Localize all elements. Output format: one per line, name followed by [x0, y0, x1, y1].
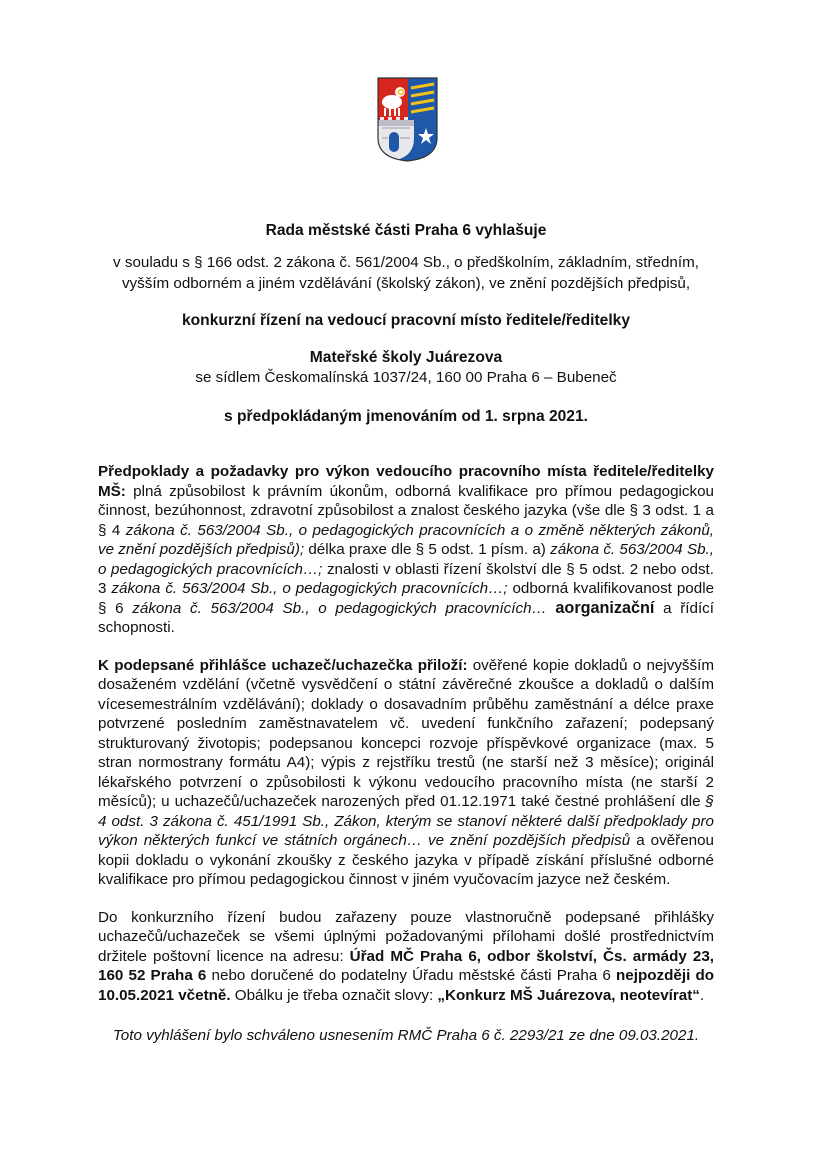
- submission-paragraph: Do konkurzního řízení budou zařazeny pouze vlastnoručně podepsané přihlášky uchazečů/uchazeček se všemi úplnými požadovanými přílohami došlé prostřednictvím držitele poštovní licence na adresu: Úřad MČ Praha 6, odbor školství, Čs. armády 23, 160 52 Praha 6 nebo doručené do podatelny Úřadu městské části Praha 6 nejpozději do 10.05.2021 včetně. Obálku je třeba označit slovy: „Konkurz MŠ Juárezova, neotevírat“.: [98, 908, 715, 1004]
- competition-subtitle: konkurzní řízení na vedoucí pracovní místo ředitele/ředitelky: [181, 312, 631, 329]
- appointment-date: s předpokládaným jmenováním od 1. srpna 2021.: [224, 408, 588, 425]
- envelope-label: „Konkurz MŠ Juárezova, neotevírat“: [437, 986, 700, 1004]
- school-address: se sídlem Českomalínská 1037/24, 160 00 Praha 6 – Bubeneč: [195, 369, 617, 386]
- attachments-paragraph: K podepsané přihlášce uchazeč/uchazečka přiloží: ověřené kopie dokladů o nejvyšším dosaženém vzdělání (včetně vysvědčení o státní závěrečné zkoušce a dokladů o dalším vícesemestrálním vzdělávání); doklady o dosavadním průběhu zaměstnání a délce praxe potvrzené posledním zaměstnavatelem vč. uvedení funkčního zařazení; podepsaný strukturovaný životopis; podepsanou koncepci rozvoje příspěvkové organizace (max. 5 stran normostrany formátu A4); výpis z rejstříku trestů (ne starší než 3 měsíce); originál lékařského potvrzení o způsobilosti k výkonu vedoucího pracovního místa (ne starší 2 měsíců); u uchazečů/uchazeček narozených před 01.12.1971 také čestné prohlášení dle § 4 odst. 3 zákona č. 451/1991 Sb., Zákon, kterým se stanoví některé další předpoklady pro výkon některých funkcí ve státních orgánech… ve znění pozdějších předpisů a ověřenou kopii dokladu o vykonání zkoušky z českého jazyka v případě získání příslušné odborné kvalifikace pro přímou pedagogickou činnost v jiném vyučovacím jazyce než českém.: [98, 656, 715, 888]
- legal-basis: v souladu s § 166 odst. 2 zákona č. 561/2004 Sb., o předškolním, základním, středním, vyšším odborném a jiném vzdělávání (školský zákon), ve znění pozdějších předpisů,: [113, 254, 699, 292]
- document-body: [98, 222, 714, 1059]
- requirements-paragraph: Předpoklady a požadavky pro výkon vedoucího pracovního místa ředitele/ředitelky MŠ: plná způsobilost k právním úkonům, odborná kvalifikace pro přímou pedagogickou činnost, bezúhonnost, zdravotní způsobilost a znalost českého jazyka (vše dle § 3 odst. 1 a § 4 zákona č. 563/2004 Sb., o pedagogických pracovnících a o změně některých zákonů, ve znění pozdějších předpisů); délka praxe dle § 5 odst. 1 písm. a) zákona č. 563/2004 Sb., o pedagogických pracovnících…; znalosti v oblasti řízení školství dle § 5 odst. 2 nebo odst. 3 zákona č. 563/2004 Sb., o pedagogických pracovnících…; odborná kvalifikovanost podle § 6 zákona č. 563/2004 Sb., o pedagogických pracovnících… aorganizační a řídící schopnosti.: [98, 463, 715, 636]
- praha6-coat-of-arms-icon: [374, 76, 441, 162]
- submission-address: Úřad MČ Praha 6, odbor školství, Čs. armády 23, 160 52 Praha 6: [98, 947, 715, 984]
- attachments-heading: K podepsané přihlášce uchazeč/uchazečka přiloží:: [98, 656, 468, 674]
- approval-note: Toto vyhlášení bylo schváleno usnesením RMČ Praha 6 č. 2293/21 ze dne 09.03.2021.: [112, 1027, 700, 1044]
- school-name: Mateřské školy Juárezova: [309, 349, 503, 366]
- announcement-title: Rada městské části Praha 6 vyhlašuje: [265, 222, 547, 239]
- requirements-heading: Předpoklady a požadavky pro výkon vedoucího pracovního místa ředitele/ředitelky MŠ:: [98, 463, 714, 500]
- submission-deadline: nejpozději do 10.05.2021 včetně.: [98, 967, 715, 1004]
